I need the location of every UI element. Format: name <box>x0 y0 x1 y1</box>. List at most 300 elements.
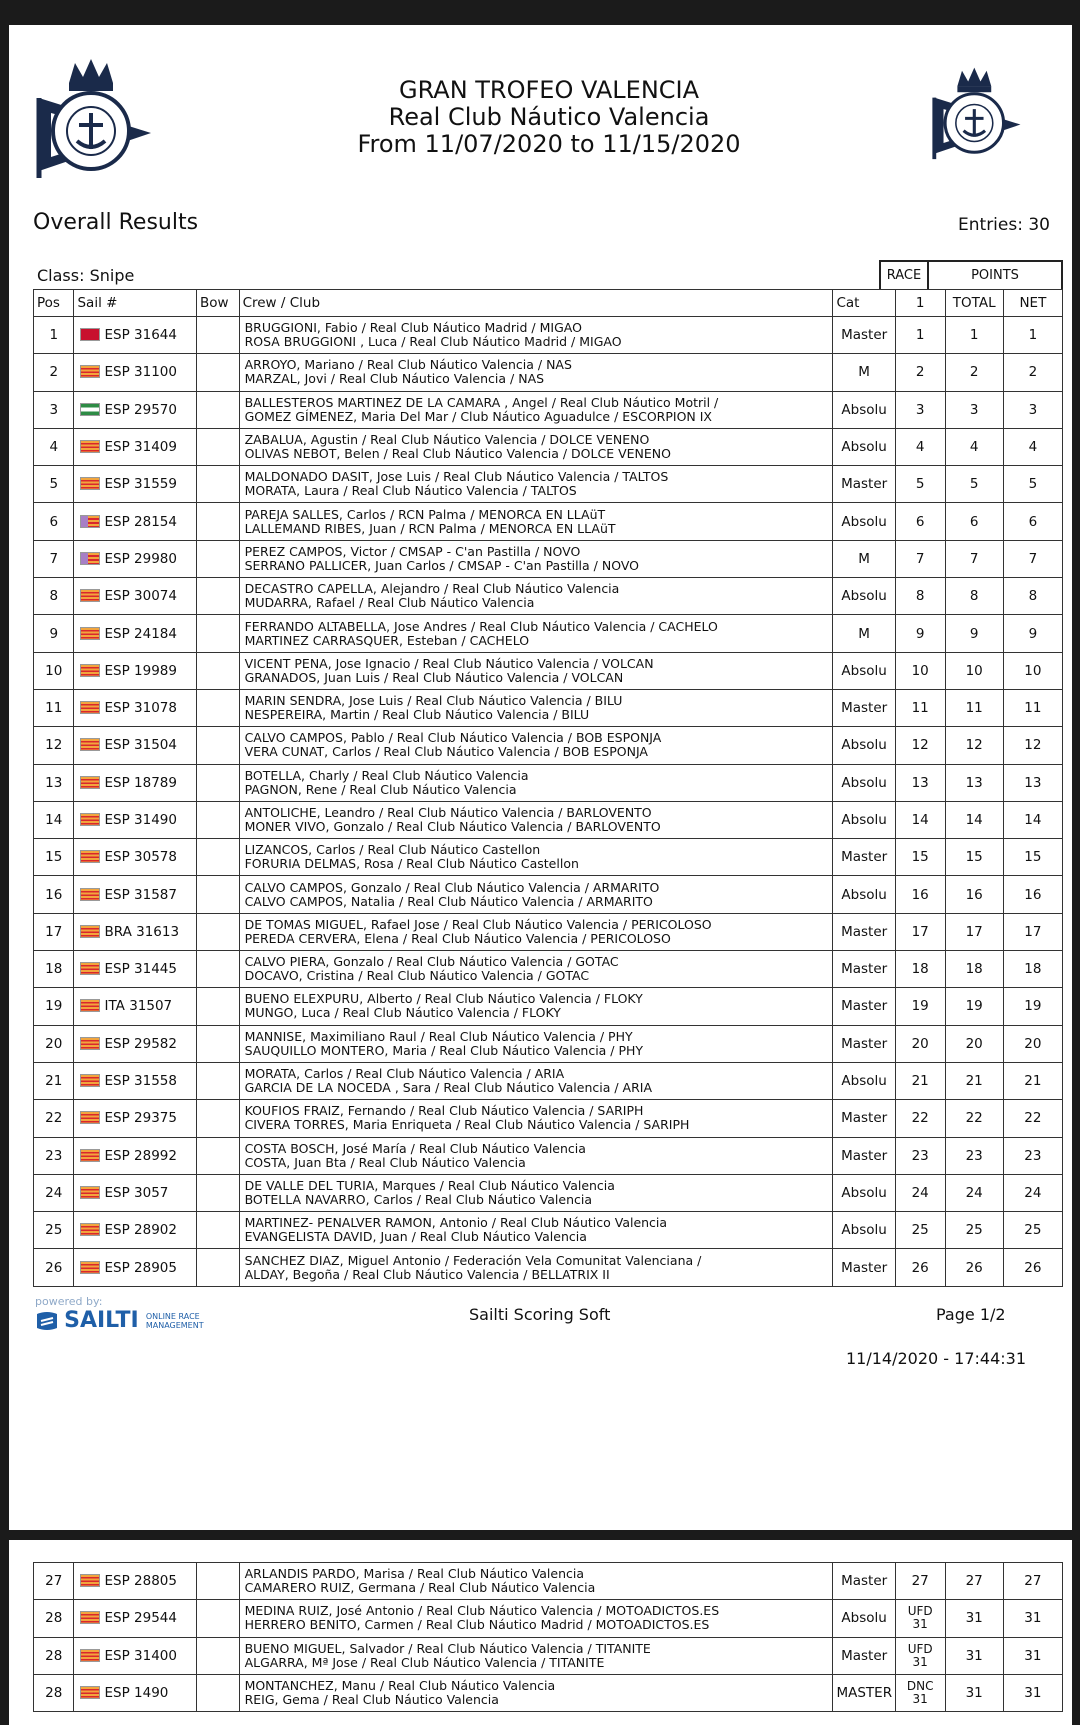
crew-cell <box>239 839 833 876</box>
crew-line-1: LIZANCOS, Carlos / Real Club Náutico Castellon <box>244 842 541 858</box>
pos-cell: 28 <box>34 1637 74 1674</box>
crew-cell <box>239 503 833 540</box>
net-cell: 24 <box>1003 1174 1062 1211</box>
race-1-cell: 16 <box>895 876 945 913</box>
race-1-cell: 27 <box>895 1563 945 1600</box>
table-row <box>34 876 1063 913</box>
cat-cell: Absolu <box>833 578 895 615</box>
bow-cell <box>197 652 240 689</box>
sail-cell <box>74 466 197 503</box>
table-row <box>34 540 1063 577</box>
race-1-cell: 14 <box>895 801 945 838</box>
flag-valencia-icon <box>80 999 100 1012</box>
flag-valencia-icon <box>80 813 100 826</box>
net-cell: 4 <box>1003 428 1062 465</box>
crew-line-2: MORATA, Laura / Real Club Náutico Valencia / TALTOS <box>244 483 577 499</box>
crew-line-2: ROSA BRUGGIONI , Luca / Real Club Náutico Madrid / MIGAO <box>244 334 622 350</box>
sail-number: ESP 28902 <box>104 1222 177 1239</box>
bow-cell <box>197 1674 240 1711</box>
bow-cell <box>197 801 240 838</box>
pos-cell: 24 <box>34 1174 74 1211</box>
net-cell: 23 <box>1003 1137 1062 1174</box>
sail-number: ESP 31587 <box>104 886 177 903</box>
club-logo-right-icon <box>927 63 1037 163</box>
pos-cell: 9 <box>34 615 74 652</box>
sail-cell <box>74 1137 197 1174</box>
event-title: GRAN TROFEO VALENCIA <box>398 76 700 104</box>
crew-line-1: BOTELLA, Charly / Real Club Náutico Valencia <box>244 767 529 783</box>
event-header <box>259 77 839 158</box>
crew-cell <box>239 540 833 577</box>
sail-number: ESP 31445 <box>104 961 177 978</box>
total-cell: 9 <box>945 615 1003 652</box>
race-1-cell: 8 <box>895 578 945 615</box>
table-row <box>34 951 1063 988</box>
results-page-1 <box>9 25 1072 1530</box>
sail-number: ESP 31490 <box>104 812 177 828</box>
flag-valencia-icon <box>80 1223 100 1236</box>
sail-cell <box>74 988 197 1025</box>
crew-cell <box>239 1637 833 1674</box>
crew-line-2: ALGARRA, Mª Jose / Real Club Náutico Valencia / TITANITE <box>244 1654 605 1670</box>
table-row <box>34 988 1063 1025</box>
pos-cell: 28 <box>34 1600 74 1637</box>
race-1-cell: 22 <box>895 1100 945 1137</box>
sail-number: ESP 31559 <box>104 476 177 493</box>
crew-line-2: GOMEZ GÍMENEZ, Maria Del Mar / Club Náutico Aguadulce / ESCORPION IX <box>244 408 712 424</box>
sail-number: ESP 1490 <box>104 1685 169 1702</box>
bow-cell <box>197 578 240 615</box>
crew-line-1: MONTANCHEZ, Manu / Real Club Náutico Valencia <box>244 1678 556 1694</box>
cat-cell: Master <box>833 317 895 354</box>
table-row <box>34 1174 1063 1211</box>
bow-cell <box>197 913 240 950</box>
crew-line-2: BOTELLA NAVARRO, Carlos / Real Club Náutico Valencia <box>244 1191 592 1207</box>
sail-number: ITA 31507 <box>104 998 173 1015</box>
crew-line-1: FERRANDO ALTABELLA, Jose Andres / Real Club Náutico Valencia / CACHELO <box>244 618 718 634</box>
net-cell: 6 <box>1003 503 1062 540</box>
flag-valencia-icon <box>80 850 100 863</box>
crew-line-2: GRANADOS, Juan Luis / Real Club Náutico Valencia / VOLCAN <box>244 669 624 685</box>
crew-line-1: CALVO PIERA, Gonzalo / Real Club Náutico Valencia / GOTAC <box>244 954 619 970</box>
pos-cell: 22 <box>34 1100 74 1137</box>
bow-cell <box>197 1249 240 1286</box>
crew-line-1: ANTOLICHE, Leandro / Real Club Náutico Valencia / BARLOVENTO <box>244 805 652 820</box>
bow-cell <box>197 1563 240 1600</box>
race-1-cell: 4 <box>895 428 945 465</box>
net-cell: 19 <box>1003 988 1062 1025</box>
flag-valencia-icon <box>80 1261 100 1274</box>
race-group-header: RACE <box>879 260 929 290</box>
total-cell: 7 <box>945 540 1003 577</box>
race-1-cell: 12 <box>895 727 945 764</box>
table-row <box>34 1249 1063 1286</box>
crew-line-2: LALLEMAND RIBES, Juan / RCN Palma / MENORCA EN LLAüT <box>244 520 616 536</box>
total-cell: 10 <box>945 652 1003 689</box>
sail-number: ESP 28805 <box>104 1573 177 1590</box>
flag-valencia-icon <box>80 738 100 751</box>
sail-number: ESP 3057 <box>104 1184 169 1201</box>
pos-cell: 28 <box>34 1674 74 1711</box>
crew-line-2: CALVO CAMPOS, Natalia / Real Club Náutico Valencia / ARMARITO <box>244 893 653 909</box>
table-header-row <box>34 290 1063 317</box>
flag-valencia-icon <box>80 962 100 975</box>
race-1-cell: 2 <box>895 354 945 391</box>
sail-cell <box>74 1212 197 1249</box>
crew-cell <box>239 354 833 391</box>
table-row <box>34 317 1063 354</box>
total-cell: 11 <box>945 689 1003 726</box>
table-row <box>34 391 1063 428</box>
flag-valencia-icon <box>80 1074 100 1087</box>
race-1-cell: DNC 31 <box>895 1674 945 1711</box>
event-club: Real Club Náutico Valencia <box>388 103 710 131</box>
total-cell: 5 <box>945 466 1003 503</box>
sail-number: ESP 28992 <box>104 1147 177 1164</box>
pos-cell: 3 <box>34 391 74 428</box>
pos-cell: 10 <box>34 652 74 689</box>
flag-andalucia-icon <box>80 403 100 416</box>
cat-cell: Master <box>833 466 895 503</box>
total-cell: 20 <box>945 1025 1003 1062</box>
cat-cell: Absolu <box>833 801 895 838</box>
sail-number: ESP 30074 <box>104 588 177 605</box>
table-row <box>34 1212 1063 1249</box>
crew-line-1: ARLANDIS PARDO, Marisa / Real Club Náutico Valencia <box>244 1566 585 1582</box>
table-row <box>34 1563 1063 1600</box>
total-cell: 6 <box>945 503 1003 540</box>
race-1-cell: 17 <box>895 913 945 950</box>
pos-cell: 6 <box>34 503 74 540</box>
cat-cell: Master <box>833 1637 895 1674</box>
crew-line-2: REIG, Gema / Real Club Náutico Valencia <box>244 1692 499 1708</box>
table-row <box>34 652 1063 689</box>
crew-line-2: ALDAY, Begoña / Real Club Náutico Valencia / BELLATRIX II <box>244 1266 610 1282</box>
flag-valencia-icon <box>80 888 100 901</box>
sail-cell <box>74 391 197 428</box>
table-row <box>34 466 1063 503</box>
net-cell: 9 <box>1003 615 1062 652</box>
flag-valencia-icon <box>80 1574 100 1587</box>
crew-line-1: BALLESTEROS MARTINEZ DE LA CAMARA , Angel / Real Club Náutico Motril / <box>244 394 719 410</box>
sail-number: ESP 31078 <box>104 700 177 717</box>
total-cell: 8 <box>945 578 1003 615</box>
race-1-cell: 25 <box>895 1212 945 1249</box>
total-cell: 27 <box>945 1563 1003 1600</box>
sail-cell <box>74 951 197 988</box>
sail-cell <box>74 1174 197 1211</box>
crew-line-2: MUNGO, Luca / Real Club Náutico Valencia / FLOKY <box>244 1005 561 1021</box>
race-1-cell: UFD 31 <box>895 1637 945 1674</box>
net-cell: 31 <box>1003 1600 1062 1637</box>
pos-cell: 18 <box>34 951 74 988</box>
class-label: Class: Snipe <box>37 266 135 285</box>
bow-cell <box>197 1637 240 1674</box>
net-cell: 11 <box>1003 689 1062 726</box>
crew-cell <box>239 652 833 689</box>
sail-number: ESP 29582 <box>104 1035 177 1052</box>
crew-cell <box>239 1600 833 1637</box>
crew-cell <box>239 1174 833 1211</box>
total-cell: 22 <box>945 1100 1003 1137</box>
crew-line-1: PEREZ CAMPOS, Victor / CMSAP - C'an Pastilla / NOVO <box>244 543 581 559</box>
col-race-1: 1 <box>895 290 945 317</box>
race-1-cell: 3 <box>895 391 945 428</box>
race-1-cell: 24 <box>895 1174 945 1211</box>
flag-valencia-icon <box>80 664 100 677</box>
bow-cell <box>197 615 240 652</box>
cat-cell: Absolu <box>833 1212 895 1249</box>
crew-line-2: COSTA, Juan Bta / Real Club Náutico Valencia <box>244 1154 526 1170</box>
crew-line-2: SERRANO PALLICER, Juan Carlos / CMSAP - C'an Pastilla / NOVO <box>244 557 639 573</box>
cat-cell: Absolu <box>833 428 895 465</box>
race-1-cell: 19 <box>895 988 945 1025</box>
sail-cell <box>74 1062 197 1099</box>
race-1-cell: 15 <box>895 839 945 876</box>
sail-cell <box>74 1637 197 1674</box>
table-row <box>34 1100 1063 1137</box>
sail-cell <box>74 1025 197 1062</box>
table-row <box>34 689 1063 726</box>
sailti-logo: SAILTI ONLINE RACE MANAGEMENT <box>35 1308 204 1333</box>
race-1-cell: 5 <box>895 466 945 503</box>
sail-number: ESP 28905 <box>104 1259 177 1276</box>
cat-cell: Master <box>833 951 895 988</box>
cat-cell: Master <box>833 913 895 950</box>
pos-cell: 15 <box>34 839 74 876</box>
crew-line-2: DOCAVO, Cristina / Real Club Náutico Valencia / GOTAC <box>244 968 590 984</box>
crew-line-1: CALVO CAMPOS, Pablo / Real Club Náutico Valencia / BOB ESPONJA <box>244 730 662 746</box>
pos-cell: 25 <box>34 1212 74 1249</box>
net-cell: 22 <box>1003 1100 1062 1137</box>
flag-valencia-icon <box>80 1149 100 1162</box>
crew-line-1: PAREJA SALLES, Carlos / RCN Palma / MENORCA EN LLAüT <box>244 506 606 522</box>
race-1-cell: 26 <box>895 1249 945 1286</box>
col-pos: Pos <box>34 290 74 317</box>
cat-cell: M <box>833 354 895 391</box>
crew-line-1: MANNISE, Maximiliano Raul / Real Club Náutico Valencia / PHY <box>244 1028 633 1044</box>
total-cell: 21 <box>945 1062 1003 1099</box>
sail-cell <box>74 503 197 540</box>
bow-cell <box>197 988 240 1025</box>
crew-cell <box>239 1249 833 1286</box>
bow-cell <box>197 839 240 876</box>
bow-cell <box>197 1174 240 1211</box>
flag-valencia-icon <box>80 1649 100 1662</box>
pos-cell: 2 <box>34 354 74 391</box>
sail-cell <box>74 428 197 465</box>
crew-cell <box>239 801 833 838</box>
race-1-cell: 13 <box>895 764 945 801</box>
cat-cell: Master <box>833 1563 895 1600</box>
cat-cell: Master <box>833 689 895 726</box>
cat-cell: Master <box>833 839 895 876</box>
crew-cell <box>239 578 833 615</box>
crew-line-1: MARTINEZ- PENALVER RAMON, Antonio / Real Club Náutico Valencia <box>244 1215 668 1231</box>
net-cell: 7 <box>1003 540 1062 577</box>
print-timestamp: 11/14/2020 - 17:44:31 <box>846 1349 1027 1368</box>
table-row <box>34 839 1063 876</box>
results-table <box>33 289 1063 1287</box>
cat-cell: Absolu <box>833 1174 895 1211</box>
sail-number: ESP 30578 <box>104 849 177 866</box>
total-cell: 15 <box>945 839 1003 876</box>
crew-line-2: EVANGELISTA DAVID, Juan / Real Club Náutico Valencia <box>244 1229 587 1245</box>
pos-cell: 13 <box>34 764 74 801</box>
table-row <box>34 801 1063 838</box>
crew-cell <box>239 727 833 764</box>
bow-cell <box>197 428 240 465</box>
sail-cell <box>74 652 197 689</box>
sail-cell <box>74 1100 197 1137</box>
sail-cell <box>74 876 197 913</box>
net-cell: 13 <box>1003 764 1062 801</box>
pos-cell: 16 <box>34 876 74 913</box>
crew-line-2: CAMARERO RUIZ, Germana / Real Club Náutico Valencia <box>244 1580 596 1596</box>
sail-cell <box>74 1563 197 1600</box>
crew-line-2: MARZAL, Jovi / Real Club Náutico Valencia / NAS <box>244 371 545 387</box>
logo-text <box>9 25 10 26</box>
net-cell: 26 <box>1003 1249 1062 1286</box>
net-cell: 21 <box>1003 1062 1062 1099</box>
flag-valencia-icon <box>80 589 100 602</box>
crew-cell <box>239 1025 833 1062</box>
total-cell: 14 <box>945 801 1003 838</box>
page-number: Page 1/2 <box>936 1305 1006 1324</box>
total-cell: 24 <box>945 1174 1003 1211</box>
cat-cell: Absolu <box>833 652 895 689</box>
crew-line-2: PAGNON, Rene / Real Club Náutico Valencia <box>244 781 517 797</box>
flag-valencia-icon <box>80 1686 100 1699</box>
cat-cell: Master <box>833 988 895 1025</box>
pos-cell: 11 <box>34 689 74 726</box>
sail-number: ESP 29980 <box>104 550 177 567</box>
crew-line-2: PEREDA CERVERA, Elena / Real Club Náutico Valencia / PERICOLOSO <box>244 930 671 946</box>
bow-cell <box>197 1025 240 1062</box>
sail-cell <box>74 354 197 391</box>
race-1-cell: 10 <box>895 652 945 689</box>
sail-cell <box>74 615 197 652</box>
total-cell: 16 <box>945 876 1003 913</box>
sail-cell <box>74 764 197 801</box>
crew-line-1: ZABALUA, Agustin / Real Club Náutico Valencia / DOLCE VENENO <box>244 432 650 448</box>
crew-cell <box>239 764 833 801</box>
pos-cell: 20 <box>34 1025 74 1062</box>
pos-cell: 26 <box>34 1249 74 1286</box>
crew-line-2: FORURIA DELMAS, Rosa / Real Club Náutico Castellon <box>244 856 579 872</box>
bow-cell <box>197 951 240 988</box>
total-cell: 18 <box>945 951 1003 988</box>
crew-line-2: MARTINEZ CARRASQUER, Esteban / CACHELO <box>244 632 530 648</box>
bow-cell <box>197 466 240 503</box>
total-cell: 1 <box>945 317 1003 354</box>
total-cell: 26 <box>945 1249 1003 1286</box>
race-1-cell: 20 <box>895 1025 945 1062</box>
results-table-continued <box>33 1562 1063 1712</box>
net-cell: 3 <box>1003 391 1062 428</box>
total-cell: 2 <box>945 354 1003 391</box>
crew-line-1: BRUGGIONI, Fabio / Real Club Náutico Madrid / MIGAO <box>244 320 582 336</box>
pos-cell: 12 <box>34 727 74 764</box>
sail-cell <box>74 839 197 876</box>
bow-cell <box>197 1100 240 1137</box>
sail-cell <box>74 317 197 354</box>
table-row <box>34 727 1063 764</box>
crew-cell <box>239 615 833 652</box>
flag-valencia-icon <box>80 701 100 714</box>
crew-cell <box>239 988 833 1025</box>
net-cell: 25 <box>1003 1212 1062 1249</box>
bow-cell <box>197 689 240 726</box>
table-row <box>34 1600 1063 1637</box>
net-cell: 8 <box>1003 578 1062 615</box>
sail-cell <box>74 689 197 726</box>
net-cell: 16 <box>1003 876 1062 913</box>
bow-cell <box>197 1600 240 1637</box>
crew-cell <box>239 391 833 428</box>
sail-number: ESP 31400 <box>104 1647 177 1664</box>
cat-cell: Master <box>833 1025 895 1062</box>
pos-cell: 7 <box>34 540 74 577</box>
total-cell: 13 <box>945 764 1003 801</box>
sail-number: ESP 31504 <box>104 737 177 754</box>
scoring-software-label: Sailti Scoring Soft <box>469 1305 611 1324</box>
sail-number: ESP 31558 <box>104 1073 177 1090</box>
cat-cell: Absolu <box>833 503 895 540</box>
flag-valencia-icon <box>80 1611 100 1624</box>
flag-valencia-icon <box>80 627 100 640</box>
table-row <box>34 1137 1063 1174</box>
flag-valencia-icon <box>80 925 100 938</box>
bow-cell <box>197 540 240 577</box>
crew-line-1: MORATA, Carlos / Real Club Náutico Valencia / ARIA <box>244 1066 565 1082</box>
total-cell: 31 <box>945 1674 1003 1711</box>
race-1-cell: 9 <box>895 615 945 652</box>
sail-cell <box>74 540 197 577</box>
net-cell: 10 <box>1003 652 1062 689</box>
total-cell: 17 <box>945 913 1003 950</box>
pos-cell: 14 <box>34 801 74 838</box>
total-cell: 19 <box>945 988 1003 1025</box>
net-cell: 31 <box>1003 1674 1062 1711</box>
flag-baleares-icon <box>80 515 100 528</box>
total-cell: 4 <box>945 428 1003 465</box>
entries-count: Entries: 30 <box>958 215 1050 235</box>
cat-cell: Master <box>833 1249 895 1286</box>
bow-cell <box>197 764 240 801</box>
event-dates: From 11/07/2020 to 11/15/2020 <box>357 130 741 158</box>
flag-valencia-icon <box>80 365 100 378</box>
race-1-cell: 18 <box>895 951 945 988</box>
crew-line-2: CIVERA TORRES, Maria Enriqueta / Real Club Náutico Valencia / SARIPH <box>244 1117 690 1133</box>
crew-line-2: GARCIA DE LA NOCEDA , Sara / Real Club Náutico Valencia / ARIA <box>244 1080 653 1096</box>
cat-cell: MASTER <box>833 1674 895 1711</box>
pos-cell: 8 <box>34 578 74 615</box>
col-total: TOTAL <box>945 290 1003 317</box>
table-row <box>34 1674 1063 1711</box>
race-1-cell: UFD 31 <box>895 1600 945 1637</box>
crew-cell <box>239 1212 833 1249</box>
bow-cell <box>197 503 240 540</box>
sailti-icon <box>35 1310 59 1332</box>
crew-line-1: BUENO MIGUEL, Salvador / Real Club Náutico Valencia / TITANITE <box>244 1640 651 1656</box>
sail-cell <box>74 727 197 764</box>
bow-cell <box>197 1212 240 1249</box>
col-sail: Sail # <box>74 290 197 317</box>
race-1-cell: 21 <box>895 1062 945 1099</box>
net-cell: 5 <box>1003 466 1062 503</box>
crew-line-2: MONER VIVO, Gonzalo / Real Club Náutico Valencia / BARLOVENTO <box>244 819 661 834</box>
